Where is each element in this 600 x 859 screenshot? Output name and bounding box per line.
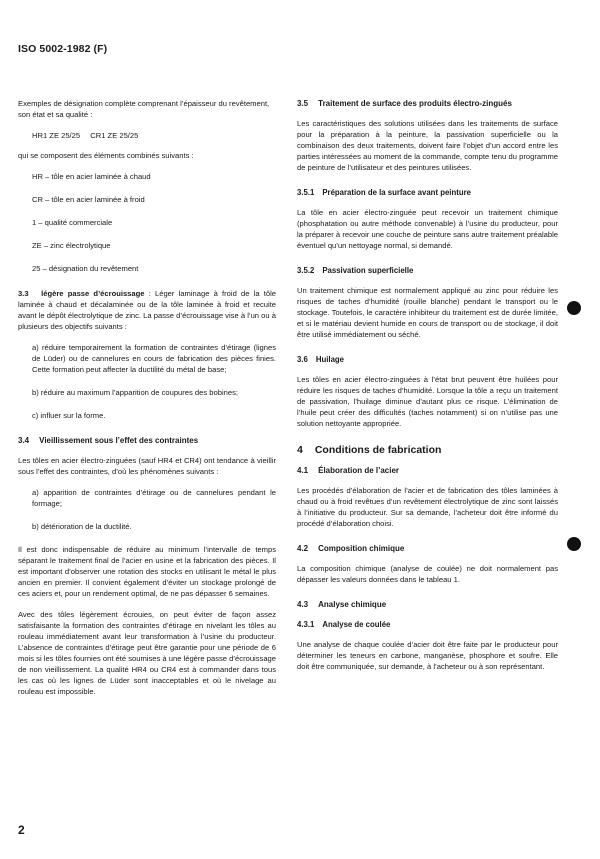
margin-bullet-icon [567,301,581,315]
section-3-5-1-text: La tôle en acier électro-zinguée peut recevoir un traitement chimique (phosphatation ou autre méthode convenable) à l’usine du producteur, pour la préparer à recevoir une couche de peinture sans autre traitement préalable éventuel qu’un nettoyage normal, si demandé. [297,208,558,250]
section-3-4-title: Vieillissement sous l’effet des contraintes [39,436,199,445]
section-4-2-title: Composition chimique [318,544,405,553]
section-3-5-text: Les caractéristiques des solutions utilisées dans les traitements de surface pour la préparation à la peinture, la passivation superficielle ou la combinaison des deux traitements, doivent faire l’objet d’un accord entre les parties intéressées au moment de la commande, compte tenu du programme de peinture de l’utilisateur et des peintures utilisées. [297,119,558,172]
definition-item: 1 – qualité commerciale [32,218,113,227]
section-3-4-intro: Les tôles en acier électro-zinguées (sauf HR4 et CR4) ont tendance à vieillir sous l’effet des contraintes, d’où les phénomènes suivants : [18,456,276,476]
section-3-5-1-title: Préparation de la surface avant peinture [322,188,471,197]
section-3-4-number: 3.4 [18,436,30,445]
definition-item: CR – tôle en acier laminée à froid [32,195,145,204]
section-3-6-title: Huilage [315,355,345,364]
section-4-3-1-heading [297,619,558,630]
definition-item: ZE – zinc électrolytique [32,241,111,250]
section-4-3-1-text: Une analyse de chaque coulée d’acier doit être faite par le producteur pour déterminer les teneurs en carbone, manganèse, phosphore et soufre. Elle doit être communiquée, sur demande, à l’acheteur ou à son représentant. [297,640,558,671]
section-3-5-1-heading [297,187,558,198]
section-4-1-title: Élaboration de l’acier [318,466,400,475]
section-3-4-paragraph: Il est donc indispensable de réduire au minimum l’intervalle de temps séparant le traitement final de l’acier en usine et la fabrication des pièces. Il est important d’observer une rotation des stocks en utilisant le métal le plus ancien en premier. Il convient également d’éviter un stockage prolongé de ces aciers et, pour un rendement optimal, de ne pas dépasser 6 semaines. [18,545,276,598]
example-hr: HR1 ZE 25/25 [32,131,81,140]
page-number: 2 [18,823,25,837]
section-3-5-title: Traitement de surface des produits électro-zingués [318,99,512,108]
section-3-5-1-number: 3.5.1 [297,188,315,197]
section-4-2-heading [297,543,558,554]
section-4-title: Conditions de fabrication [314,444,442,456]
section-3-5-2-heading [297,265,558,276]
section-3-5-2-title: Passivation superficielle [322,266,414,275]
definition-item: HR – tôle en acier laminée à chaud [32,172,151,181]
section-4-1-text: Les procédés d’élaboration de l’acier et de fabrication des tôles laminées à chaud ou à froid revêtues d’un revêtement électrolytique de zinc sont laissés à l’initiative du producteur. Sur sa demande, l’acheteur doit être informé du procédé d’élaboration choisi. [297,486,558,528]
section-4-1-heading [297,465,558,476]
section-4-1-number: 4.1 [297,466,309,475]
section-4-3-number: 4.3 [297,600,309,609]
section-3-6-heading [297,354,558,365]
intro-paragraph: Exemples de désignation complète comprenant l’épaisseur du revêtement, son état et sa qualité : [18,99,270,119]
section-4-3-title: Analyse chimique [318,600,387,609]
section-3-6-number: 3.6 [297,355,308,364]
section-3-5-2-text: Un traitement chimique est normalement appliqué au zinc pour réduire les risques de taches d’humidité (rouille blanche) pendant le transport ou le stockage. Toutefois, le caractère inhibiteur du traitement est de durée limitée, et si le matériau devient humide en cours de transport ou de stockage, il doit être utilisé immédiatement ou séché. [297,286,558,339]
right-column [297,98,558,682]
section-4-3-1-number: 4.3.1 [297,620,315,629]
list-item: a) apparition de contraintes d’étirage ou de cannelures pendant le formage; [32,488,276,508]
document-header: ISO 5002-1982 (F) [18,43,108,55]
left-column [18,98,276,707]
section-4-number: 4 [297,444,303,456]
section-3-3-title: légère passe d’écrouissage [41,289,145,298]
section-4-2-number: 4.2 [297,544,309,553]
section-3-4-paragraph: Avec des tôles légèrement écrouies, on peut éviter de façon assez satisfaisante la formation des contraintes d’étirage en nivelant les tôles au rouleau immédiatement avant leur transformation à l’usine du producteur. L’absence de contraintes d’étirage peut être garantie pour une période de 6 mois si les tôles fournies ont été soumises à une légère passe d’écrouissage de non vieillissement. La qualité HR4 ou CR4 est à commander dans tous les cas où les lignes de Lüder sont inacceptables et où le nivelage au rouleau est impossible. [18,610,276,696]
section-3-4-heading [18,435,276,446]
section-4-3-1-title: Analyse de coulée [322,620,391,629]
designation-examples [32,130,276,141]
definition-item: 25 – désignation du revêtement [32,264,139,273]
composed-text: qui se composent des éléments combinés suivants : [18,151,194,160]
section-3-3-number: 3.3 [18,289,29,298]
margin-bullet-icon [567,537,581,551]
section-3-3 [18,288,276,332]
list-item: c) influer sur la forme. [32,411,106,420]
list-item: b) détérioration de la ductilité. [32,522,132,531]
list-item: a) réduire temporairement la formation de contraintes d’étirage (lignes de Lüder) ou de cannelures en cours de fabrication des pièces finies. Cette formation peut affecter la ductilité du métal de base; [32,343,276,374]
section-3-5-2-number: 3.5.2 [297,266,315,275]
list-item: b) réduire au maximum l’apparition de coupures des bobines; [32,388,238,397]
section-4-3-heading [297,599,558,610]
section-3-5-heading [297,98,558,109]
section-4-2-text: La composition chimique (analyse de coulée) ne doit normalement pas dépasser les valeurs données dans le tableau 1. [297,564,558,584]
section-3-5-number: 3.5 [297,99,309,108]
example-cr: CR1 ZE 25/25 [90,131,139,140]
section-3-3-text: : Léger laminage à froid de la tôle laminée à chaud et décalaminée ou de la tôle laminée à froid et recuite avant le dépôt électrolytique de zinc. La passe d’écrouissage vise à l’un ou à plusieurs des objectifs suivants : [18,289,276,331]
section-3-6-text: Les tôles en acier électro-zinguées à l’état brut peuvent être huilées pour réduire les risques de taches d’humidité. Lorsque la tôle a reçu un traitement de passivation, l’huilage diminue d’autant plus ce risque. L’élimination de l’huile peut créer des difficultés (taches notamment) si on n’utilise pas une solution nettoyante appropriée. [297,375,558,428]
section-4-heading [297,445,558,456]
